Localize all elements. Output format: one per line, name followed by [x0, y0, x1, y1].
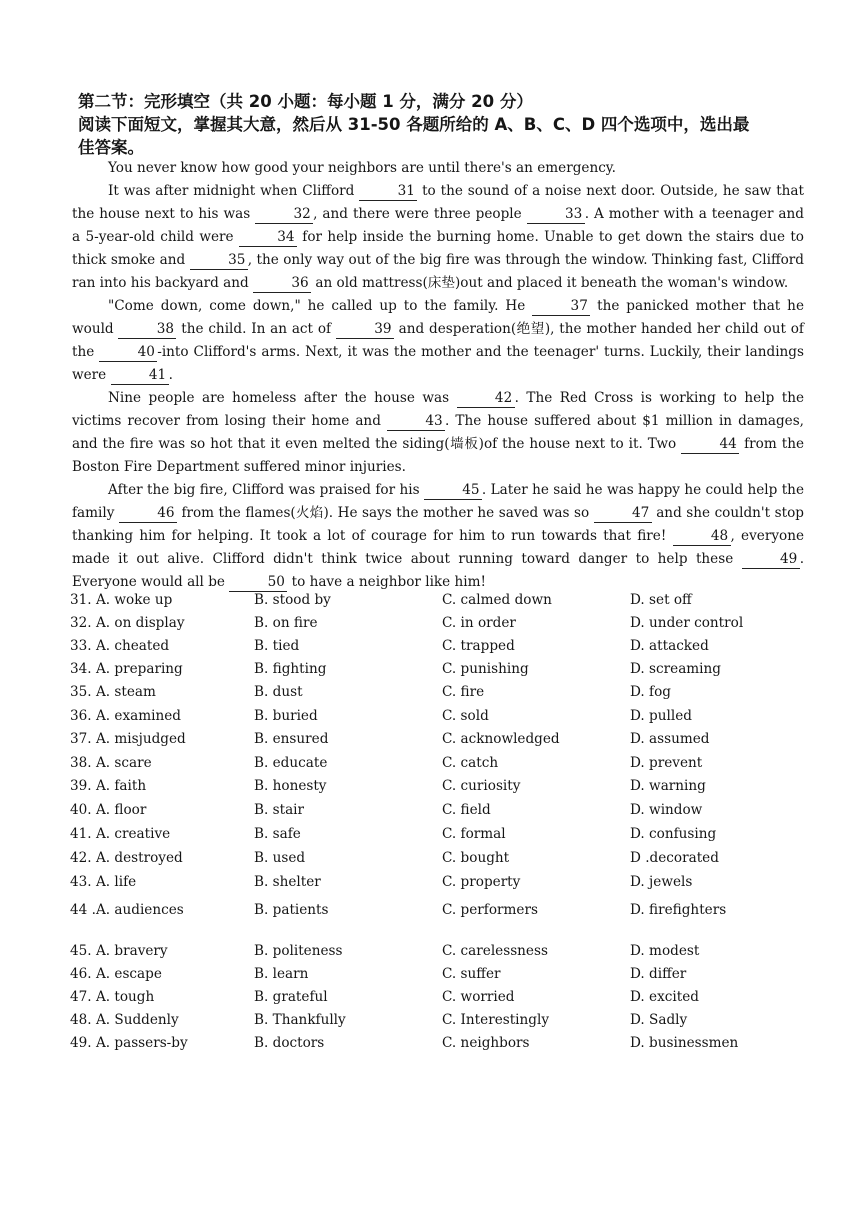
text: , everyone made it out alive. Clifford didn't think twice about running toward danger to help these — [72, 528, 804, 567]
options-row-42 — [70, 850, 810, 872]
option-b: B. learn — [254, 966, 309, 982]
option-a: 48. A. Suddenly — [70, 1012, 179, 1028]
text: . Everyone would all be — [72, 551, 805, 590]
blank-42: 42 — [457, 390, 515, 408]
text: . A mother with a teenager and a 5-year-old child were — [72, 206, 804, 245]
option-b: B. Thankfully — [254, 1012, 346, 1028]
option-b: B. tied — [254, 638, 300, 654]
option-d: D. excited — [630, 989, 699, 1005]
paragraph-1: You never know how good your neighbors are until there's an emergency. — [108, 160, 617, 176]
text: . Later he said he was happy he could help the family — [72, 482, 804, 521]
blank-49: 49 — [742, 551, 800, 569]
paragraph-5 — [72, 479, 804, 594]
text: from the flames(火焰). He says the mother he saved was so — [181, 505, 590, 521]
option-a: 41. A. creative — [70, 826, 171, 842]
text: and she couldn't stop thanking him for helping. It took a lot of courage for him to run towards that fire! — [72, 505, 804, 544]
option-a: 47. A. tough — [70, 989, 155, 1005]
text: the panicked mother that he would — [72, 298, 804, 337]
option-d: D. confusing — [630, 826, 717, 842]
option-d: D. differ — [630, 966, 687, 982]
option-c: C. field — [442, 802, 491, 818]
option-c: C. punishing — [442, 661, 529, 677]
option-c: C. bought — [442, 850, 510, 866]
text: . The house suffered about $1 million in damages, and the fire was so hot that it even melted the siding(墙板)of the house next to it. Two — [72, 413, 804, 452]
blank-32: 32 — [255, 206, 313, 224]
section-instructions: 阅读下面短文，掌握其大意，然后从 31-50 各题所给的 A、B、C、D 四个选项中，选出最 — [78, 115, 750, 134]
option-b: B. politeness — [254, 943, 343, 959]
options-row-41 — [70, 826, 810, 848]
option-c: C. acknowledged — [442, 731, 560, 747]
text: It was after midnight when Clifford — [108, 183, 355, 199]
blank-44: 44 — [681, 436, 739, 454]
option-a: 46. A. escape — [70, 966, 162, 982]
option-b: B. fighting — [254, 661, 327, 677]
text: -into Clifford's arms. Next, it was the mother and the teenager' turns. Luckily, their landings were — [72, 344, 804, 383]
option-b: B. used — [254, 850, 306, 866]
option-a: 49. A. passers-by — [70, 1035, 188, 1051]
blank-45: 45 — [424, 482, 482, 500]
option-c: C. Interestingly — [442, 1012, 550, 1028]
options-row-45 — [70, 943, 810, 965]
option-a: 44 .A. audiences — [70, 902, 184, 918]
text: to have a neighbor like him! — [291, 574, 486, 590]
option-b: B. honesty — [254, 778, 327, 794]
text: and desperation(绝望), the mother handed her child out of the — [72, 321, 804, 360]
option-d: D. screaming — [630, 661, 721, 677]
option-b: B. patients — [254, 902, 329, 918]
text: . — [168, 367, 173, 383]
option-c: C. formal — [442, 826, 506, 842]
blank-41: 41 — [111, 367, 169, 385]
option-d: D. window — [630, 802, 703, 818]
text: the child. In an act of — [181, 321, 332, 337]
option-d: D. firefighters — [630, 902, 727, 918]
text: "Come down, come down," he called up to the family. He — [108, 298, 526, 314]
blank-31: 31 — [359, 183, 417, 201]
text: . The Red Cross is working to help the victims recover from losing their home and — [72, 390, 805, 429]
paragraph-4 — [72, 387, 804, 479]
option-d: D. under control — [630, 615, 744, 631]
option-c: C. carelessness — [442, 943, 548, 959]
text: Nine people are homeless after the house was — [108, 390, 450, 406]
option-a: 34. A. preparing — [70, 661, 183, 677]
options-row-34 — [70, 661, 810, 683]
blank-47: 47 — [594, 505, 652, 523]
option-a: 31. A. woke up — [70, 592, 173, 608]
option-a: 36. A. examined — [70, 708, 181, 724]
option-c: C. suffer — [442, 966, 501, 982]
text: , the only way out of the big fire was through the window. Thinking fast, Clifford ran into his backyard and — [72, 252, 804, 291]
option-b: B. safe — [254, 826, 301, 842]
option-c: C. sold — [442, 708, 489, 724]
option-c: C. worried — [442, 989, 515, 1005]
options-row-46 — [70, 966, 810, 988]
text: for help inside the burning home. Unable to get down the stairs due to thick smoke and — [72, 229, 804, 268]
text: an old mattress(床垫)out and placed it beneath the woman's window. — [315, 275, 789, 291]
option-d: D .decorated — [630, 850, 719, 866]
option-b: B. stood by — [254, 592, 331, 608]
option-b: B. educate — [254, 755, 328, 771]
options-row-36 — [70, 708, 810, 730]
option-d: D. Sadly — [630, 1012, 688, 1028]
option-c: C. fire — [442, 684, 485, 700]
blank-40: 40 — [99, 344, 157, 362]
options-row-32 — [70, 615, 810, 637]
option-c: C. property — [442, 874, 521, 890]
option-d: D. pulled — [630, 708, 692, 724]
option-b: B. grateful — [254, 989, 328, 1005]
option-c: C. trapped — [442, 638, 515, 654]
options-row-35 — [70, 684, 810, 706]
option-d: D. modest — [630, 943, 700, 959]
section-header — [78, 90, 808, 159]
cloze-passage — [72, 157, 804, 594]
option-a: 32. A. on display — [70, 615, 185, 631]
option-a: 45. A. bravery — [70, 943, 168, 959]
options-row-48 — [70, 1012, 810, 1034]
text: , and there were three people — [313, 206, 522, 222]
options-row-31 — [70, 592, 810, 614]
blank-50: 50 — [229, 574, 287, 592]
option-d: D. jewels — [630, 874, 693, 890]
option-c: C. catch — [442, 755, 499, 771]
options-row-49 — [70, 1035, 810, 1057]
option-b: B. stair — [254, 802, 305, 818]
option-d: D. set off — [630, 592, 692, 608]
option-c: C. curiosity — [442, 778, 521, 794]
option-d: D. warning — [630, 778, 706, 794]
blank-48: 48 — [673, 528, 731, 546]
options-row-37 — [70, 731, 810, 753]
option-a: 43. A. life — [70, 874, 137, 890]
option-d: D. prevent — [630, 755, 703, 771]
option-b: B. on fire — [254, 615, 318, 631]
option-a: 33. A. cheated — [70, 638, 170, 654]
text: from the Boston Fire Department suffered minor injuries. — [72, 436, 804, 475]
blank-38: 38 — [118, 321, 176, 339]
paragraph-3 — [72, 295, 804, 387]
option-a: 40. A. floor — [70, 802, 147, 818]
blank-33: 33 — [527, 206, 585, 224]
blank-34: 34 — [239, 229, 297, 247]
text: After the big fire, Clifford was praised for his — [108, 482, 420, 498]
option-a: 39. A. faith — [70, 778, 147, 794]
option-d: D. fog — [630, 684, 671, 700]
options-row-43 — [70, 874, 810, 896]
blank-36: 36 — [253, 275, 311, 293]
option-a: 42. A. destroyed — [70, 850, 183, 866]
option-a: 37. A. misjudged — [70, 731, 186, 747]
options-row-33 — [70, 638, 810, 660]
option-a: 35. A. steam — [70, 684, 156, 700]
option-c: C. performers — [442, 902, 538, 918]
option-b: B. dust — [254, 684, 303, 700]
blank-46: 46 — [119, 505, 177, 523]
options-row-39 — [70, 778, 810, 800]
options-row-38 — [70, 755, 810, 777]
option-d: D. attacked — [630, 638, 709, 654]
options-row-47 — [70, 989, 810, 1011]
option-b: B. ensured — [254, 731, 329, 747]
paragraph-2 — [72, 180, 804, 295]
option-d: D. assumed — [630, 731, 710, 747]
options-row-40 — [70, 802, 810, 824]
options-row-44 — [70, 902, 810, 924]
blank-39: 39 — [336, 321, 394, 339]
option-c: C. in order — [442, 615, 516, 631]
option-a: 38. A. scare — [70, 755, 152, 771]
section-title: 第二节：完形填空（共 20 小题：每小题 1 分，满分 20 分） — [78, 92, 533, 111]
option-b: B. buried — [254, 708, 318, 724]
blank-37: 37 — [532, 298, 590, 316]
text: to the sound of a noise next door. Outside, he saw that the house next to his was — [72, 183, 804, 222]
option-d: D. businessmen — [630, 1035, 739, 1051]
section-instructions-cont: 佳答案。 — [78, 138, 144, 157]
option-c: C. neighbors — [442, 1035, 530, 1051]
blank-35: 35 — [190, 252, 248, 270]
blank-43: 43 — [387, 413, 445, 431]
option-b: B. doctors — [254, 1035, 325, 1051]
option-b: B. shelter — [254, 874, 321, 890]
option-c: C. calmed down — [442, 592, 552, 608]
